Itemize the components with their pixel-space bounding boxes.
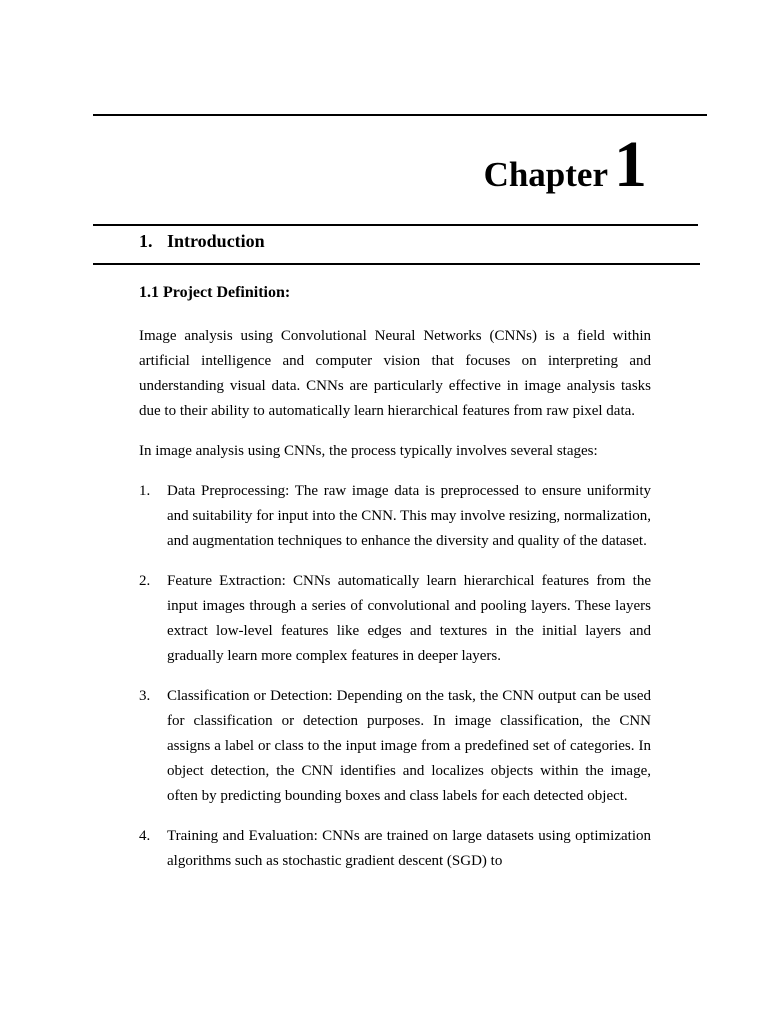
section-divider-bottom (93, 263, 700, 265)
top-divider (93, 114, 707, 116)
body-paragraph: In image analysis using CNNs, the process typically involves several stages: (139, 443, 598, 459)
section-divider-top (93, 224, 698, 226)
section-number: 1. (139, 231, 153, 251)
list-item-text: Feature Extraction: CNNs automatically learn hierarchical features from the input images through a series of convolutional and pooling layers. These layers extract low-level features like edges and textures in the initial layers and gradually learn more complex features in deeper layers. (167, 573, 651, 664)
section-heading (139, 231, 265, 252)
list-item-number: 2. (139, 573, 151, 589)
subsection-heading: 1.1 Project Definition: (139, 284, 291, 301)
list-item-text: Data Preprocessing: The raw image data is preprocessed to ensure uniformity and suitability for input into the CNN. This may involve resizing, normalization, and augmentation techniques to enhance the diversity and quality of the dataset. (167, 483, 651, 549)
body-paragraph: Image analysis using Convolutional Neural Networks (CNNs) is a field within artificial intelligence and computer vision that focuses on interpreting and understanding visual data. CNNs are particularly effective in image analysis tasks due to their ability to automatically learn hierarchical features from raw pixel data. (139, 328, 651, 419)
list-item-number: 4. (139, 828, 151, 844)
section-title: Introduction (167, 231, 265, 251)
list-item-number: 3. (139, 688, 151, 704)
stages-list (139, 479, 651, 889)
chapter-number: 1 (614, 128, 647, 201)
list-item (139, 569, 651, 669)
chapter-title (483, 128, 647, 201)
list-item (139, 824, 651, 874)
list-item-text: Classification or Detection: Depending on the task, the CNN output can be used for classification or detection purposes. In image classification, the CNN assigns a label or class to the input image from a predefined set of categories. In object detection, the CNN identifies and localizes objects within the image, often by predicting bounding boxes and class labels for each detected object. (167, 688, 651, 804)
list-item-text: Training and Evaluation: CNNs are trained on large datasets using optimization algorithms such as stochastic gradient descent (SGD) to (167, 828, 651, 869)
list-item-number: 1. (139, 483, 151, 499)
list-item (139, 479, 651, 554)
list-item (139, 684, 651, 809)
chapter-word: Chapter (483, 155, 608, 194)
